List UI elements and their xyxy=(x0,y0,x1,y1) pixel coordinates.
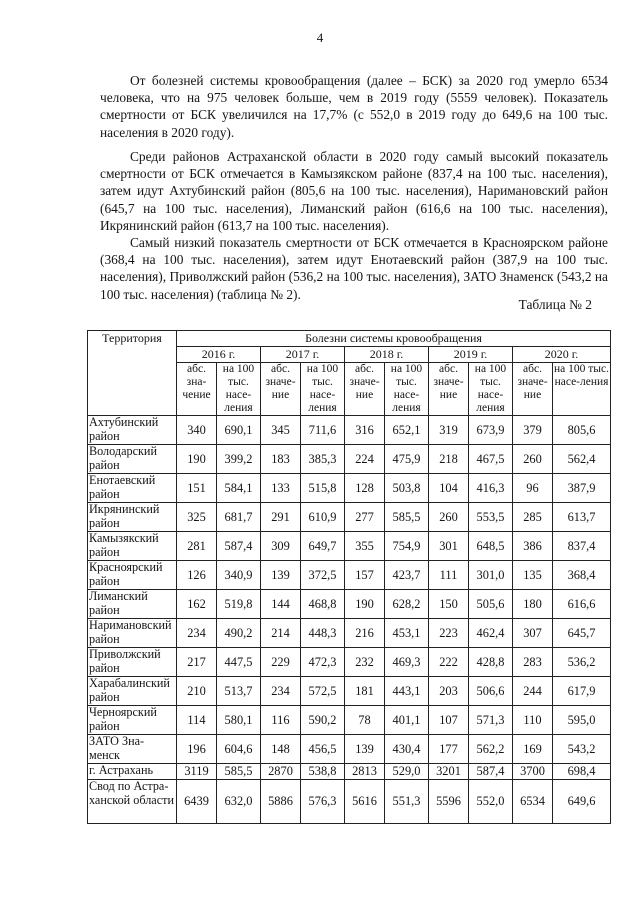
territory-name: Камызякский район xyxy=(88,532,177,561)
per-100k-header: на 100 тыс. насе-ления xyxy=(469,363,513,416)
abs-value-cell: 345 xyxy=(261,416,301,445)
table-row xyxy=(88,706,611,735)
abs-value-header: абс. значе-ние xyxy=(345,363,385,416)
table-row xyxy=(88,764,611,780)
per-100k-header: на 100 тыс. насе-ления xyxy=(301,363,345,416)
per-100k-cell: 805,6 xyxy=(553,416,611,445)
abs-value-cell: 114 xyxy=(177,706,217,735)
per-100k-cell: 649,6 xyxy=(553,780,611,824)
abs-value-header: абс. значе-ние xyxy=(513,363,553,416)
abs-value-cell: 190 xyxy=(345,590,385,619)
per-100k-cell: 430,4 xyxy=(385,735,429,764)
per-100k-cell: 610,9 xyxy=(301,503,345,532)
year-header: 2017 г. xyxy=(261,347,345,363)
per-100k-cell: 399,2 xyxy=(217,445,261,474)
per-100k-cell: 301,0 xyxy=(469,561,513,590)
per-100k-cell: 648,5 xyxy=(469,532,513,561)
abs-value-cell: 6534 xyxy=(513,780,553,824)
per-100k-cell: 585,5 xyxy=(217,764,261,780)
abs-value-cell: 110 xyxy=(513,706,553,735)
table-row xyxy=(88,677,611,706)
per-100k-cell: 340,9 xyxy=(217,561,261,590)
abs-value-cell: 128 xyxy=(345,474,385,503)
abs-value-cell: 319 xyxy=(429,416,469,445)
per-100k-cell: 585,5 xyxy=(385,503,429,532)
per-100k-cell: 472,3 xyxy=(301,648,345,677)
abs-value-cell: 217 xyxy=(177,648,217,677)
year-header: 2020 г. xyxy=(513,347,611,363)
per-100k-cell: 536,2 xyxy=(553,648,611,677)
abs-value-cell: 151 xyxy=(177,474,217,503)
territory-name: Черноярский район xyxy=(88,706,177,735)
abs-value-cell: 234 xyxy=(177,619,217,648)
per-100k-cell: 837,4 xyxy=(553,532,611,561)
territory-name: Енотаевский район xyxy=(88,474,177,503)
abs-value-cell: 386 xyxy=(513,532,553,561)
mortality-table xyxy=(87,330,611,824)
abs-value-cell: 307 xyxy=(513,619,553,648)
territory-name: Наримановский район xyxy=(88,619,177,648)
abs-value-cell: 6439 xyxy=(177,780,217,824)
abs-value-cell: 301 xyxy=(429,532,469,561)
abs-value-cell: 260 xyxy=(429,503,469,532)
abs-value-cell: 196 xyxy=(177,735,217,764)
abs-value-cell: 218 xyxy=(429,445,469,474)
year-header: 2018 г. xyxy=(345,347,429,363)
abs-value-cell: 126 xyxy=(177,561,217,590)
per-100k-cell: 513,7 xyxy=(217,677,261,706)
territory-header: Территория xyxy=(88,331,177,416)
table-row xyxy=(88,445,611,474)
per-100k-cell: 587,4 xyxy=(217,532,261,561)
abs-value-cell: 3700 xyxy=(513,764,553,780)
per-100k-cell: 519,8 xyxy=(217,590,261,619)
abs-value-cell: 5596 xyxy=(429,780,469,824)
abs-value-cell: 223 xyxy=(429,619,469,648)
per-100k-header: на 100 тыс. насе-ления xyxy=(217,363,261,416)
abs-value-cell: 5616 xyxy=(345,780,385,824)
abs-value-cell: 144 xyxy=(261,590,301,619)
territory-name: Ахтубинский район xyxy=(88,416,177,445)
territory-name: Володарский район xyxy=(88,445,177,474)
table-row xyxy=(88,619,611,648)
per-100k-cell: 529,0 xyxy=(385,764,429,780)
territory-name: Харабалинский район xyxy=(88,677,177,706)
per-100k-cell: 372,5 xyxy=(301,561,345,590)
per-100k-cell: 584,1 xyxy=(217,474,261,503)
abs-value-cell: 260 xyxy=(513,445,553,474)
per-100k-cell: 475,9 xyxy=(385,445,429,474)
abs-value-cell: 116 xyxy=(261,706,301,735)
abs-value-cell: 2870 xyxy=(261,764,301,780)
per-100k-cell: 572,5 xyxy=(301,677,345,706)
abs-value-cell: 203 xyxy=(429,677,469,706)
per-100k-cell: 587,4 xyxy=(469,764,513,780)
per-100k-cell: 562,4 xyxy=(553,445,611,474)
abs-value-cell: 277 xyxy=(345,503,385,532)
abs-value-cell: 78 xyxy=(345,706,385,735)
per-100k-cell: 543,2 xyxy=(553,735,611,764)
table-caption: Таблица № 2 xyxy=(518,297,592,312)
per-100k-cell: 553,5 xyxy=(469,503,513,532)
abs-value-header: абс. значе-ние xyxy=(429,363,469,416)
per-100k-cell: 428,8 xyxy=(469,648,513,677)
abs-value-cell: 214 xyxy=(261,619,301,648)
table-row xyxy=(88,648,611,677)
per-100k-cell: 551,3 xyxy=(385,780,429,824)
per-100k-cell: 711,6 xyxy=(301,416,345,445)
per-100k-cell: 681,7 xyxy=(217,503,261,532)
abs-value-cell: 355 xyxy=(345,532,385,561)
per-100k-header: на 100 тыс. насе-ления xyxy=(385,363,429,416)
abs-value-cell: 3119 xyxy=(177,764,217,780)
table-row xyxy=(88,780,611,824)
territory-name: Приволжский район xyxy=(88,648,177,677)
abs-value-cell: 281 xyxy=(177,532,217,561)
page-number: 4 xyxy=(316,30,324,45)
per-100k-cell: 506,6 xyxy=(469,677,513,706)
abs-value-cell: 316 xyxy=(345,416,385,445)
abs-value-cell: 177 xyxy=(429,735,469,764)
per-100k-cell: 468,8 xyxy=(301,590,345,619)
per-100k-cell: 448,3 xyxy=(301,619,345,648)
per-100k-cell: 632,0 xyxy=(217,780,261,824)
abs-value-cell: 169 xyxy=(513,735,553,764)
abs-value-cell: 224 xyxy=(345,445,385,474)
abs-value-cell: 135 xyxy=(513,561,553,590)
per-100k-cell: 628,2 xyxy=(385,590,429,619)
abs-value-cell: 232 xyxy=(345,648,385,677)
abs-value-cell: 96 xyxy=(513,474,553,503)
paragraph-1: От болезней системы кровообращения (далее – БСК) за 2020 год умерло 6534 человека, что на 975 человек больше, чем в 2019 году (5559 человек). Показатель смертности от БСК увеличился на 17,7% (с 552,0 в 2019 году до 649,6 на 100 тыс. населения в 2020 году). xyxy=(100,73,608,140)
per-100k-cell: 423,7 xyxy=(385,561,429,590)
territory-name: Икрянинский район xyxy=(88,503,177,532)
abs-value-cell: 5886 xyxy=(261,780,301,824)
abs-value-cell: 234 xyxy=(261,677,301,706)
per-100k-cell: 580,1 xyxy=(217,706,261,735)
abs-value-cell: 139 xyxy=(345,735,385,764)
per-100k-cell: 616,6 xyxy=(553,590,611,619)
abs-value-cell: 180 xyxy=(513,590,553,619)
per-100k-cell: 754,9 xyxy=(385,532,429,561)
table-body xyxy=(88,416,611,824)
per-100k-cell: 617,9 xyxy=(553,677,611,706)
per-100k-cell: 552,0 xyxy=(469,780,513,824)
per-100k-cell: 538,8 xyxy=(301,764,345,780)
abs-value-cell: 183 xyxy=(261,445,301,474)
per-100k-header: на 100 тыс. насе-ления xyxy=(553,363,611,416)
per-100k-cell: 443,1 xyxy=(385,677,429,706)
abs-value-cell: 133 xyxy=(261,474,301,503)
abs-value-cell: 2813 xyxy=(345,764,385,780)
per-100k-cell: 385,3 xyxy=(301,445,345,474)
per-100k-cell: 467,5 xyxy=(469,445,513,474)
per-100k-cell: 462,4 xyxy=(469,619,513,648)
per-100k-cell: 490,2 xyxy=(217,619,261,648)
per-100k-cell: 673,9 xyxy=(469,416,513,445)
territory-name: Свод по Астра-ханской области xyxy=(88,780,177,824)
per-100k-cell: 562,2 xyxy=(469,735,513,764)
abs-value-cell: 309 xyxy=(261,532,301,561)
table-row xyxy=(88,590,611,619)
abs-value-cell: 3201 xyxy=(429,764,469,780)
abs-value-cell: 229 xyxy=(261,648,301,677)
per-100k-cell: 571,3 xyxy=(469,706,513,735)
per-100k-cell: 515,8 xyxy=(301,474,345,503)
per-100k-cell: 613,7 xyxy=(553,503,611,532)
paragraph-2: Среди районов Астраханской области в 2020 году самый высокий показатель смертности от БСК отмечается в Камызякском районе (837,4 на 100 тыс. населения), затем идут Ахтубинский район (805,6 на 100 тыс. населения), Наримановский район (645,7 на 100 тыс. населения), Лиманский район (616,6 на 100 тыс. населения), Икрянинский район (613,7 на 100 тыс. населения). xyxy=(100,149,608,233)
territory-name: ЗАТО Зна-менск xyxy=(88,735,177,764)
per-100k-cell: 652,1 xyxy=(385,416,429,445)
abs-value-cell: 291 xyxy=(261,503,301,532)
abs-value-cell: 139 xyxy=(261,561,301,590)
table-row xyxy=(88,503,611,532)
abs-value-cell: 157 xyxy=(345,561,385,590)
abs-value-cell: 150 xyxy=(429,590,469,619)
abs-value-cell: 190 xyxy=(177,445,217,474)
abs-value-cell: 379 xyxy=(513,416,553,445)
abs-value-cell: 210 xyxy=(177,677,217,706)
table-row xyxy=(88,474,611,503)
abs-value-cell: 244 xyxy=(513,677,553,706)
per-100k-cell: 453,1 xyxy=(385,619,429,648)
per-100k-cell: 469,3 xyxy=(385,648,429,677)
per-100k-cell: 595,0 xyxy=(553,706,611,735)
group-header: Болезни системы кровообращения xyxy=(177,331,611,347)
abs-value-cell: 283 xyxy=(513,648,553,677)
table-row xyxy=(88,735,611,764)
per-100k-cell: 649,7 xyxy=(301,532,345,561)
table-row xyxy=(88,561,611,590)
abs-value-cell: 222 xyxy=(429,648,469,677)
territory-name: Лиманский район xyxy=(88,590,177,619)
abs-value-cell: 181 xyxy=(345,677,385,706)
per-100k-cell: 503,8 xyxy=(385,474,429,503)
abs-value-cell: 111 xyxy=(429,561,469,590)
per-100k-cell: 368,4 xyxy=(553,561,611,590)
abs-value-header: абс. зна-чение xyxy=(177,363,217,416)
abs-value-cell: 285 xyxy=(513,503,553,532)
per-100k-cell: 447,5 xyxy=(217,648,261,677)
per-100k-cell: 690,1 xyxy=(217,416,261,445)
paragraph-3: Самый низкий показатель смертности от БСК отмечается в Красноярском районе (368,4 на 100 тыс. населения), затем идут Енотаевский район (387,9 на 100 тыс. населения), Приволжский район (536,2 на 100 тыс. населения), ЗАТО Знаменск (543,2 на 100 тыс. населения) (таблица № 2). xyxy=(100,235,608,302)
table-row xyxy=(88,416,611,445)
per-100k-cell: 401,1 xyxy=(385,706,429,735)
territory-name: Красноярский район xyxy=(88,561,177,590)
abs-value-cell: 340 xyxy=(177,416,217,445)
year-header: 2016 г. xyxy=(177,347,261,363)
per-100k-cell: 456,5 xyxy=(301,735,345,764)
abs-value-cell: 216 xyxy=(345,619,385,648)
per-100k-cell: 604,6 xyxy=(217,735,261,764)
per-100k-cell: 416,3 xyxy=(469,474,513,503)
abs-value-cell: 104 xyxy=(429,474,469,503)
per-100k-cell: 387,9 xyxy=(553,474,611,503)
per-100k-cell: 590,2 xyxy=(301,706,345,735)
territory-name: г. Астрахань xyxy=(88,764,177,780)
table-row xyxy=(88,532,611,561)
abs-value-header: абс. значе-ние xyxy=(261,363,301,416)
per-100k-cell: 505,6 xyxy=(469,590,513,619)
per-100k-cell: 576,3 xyxy=(301,780,345,824)
abs-value-cell: 148 xyxy=(261,735,301,764)
per-100k-cell: 698,4 xyxy=(553,764,611,780)
per-100k-cell: 645,7 xyxy=(553,619,611,648)
abs-value-cell: 107 xyxy=(429,706,469,735)
year-header: 2019 г. xyxy=(429,347,513,363)
abs-value-cell: 325 xyxy=(177,503,217,532)
abs-value-cell: 162 xyxy=(177,590,217,619)
